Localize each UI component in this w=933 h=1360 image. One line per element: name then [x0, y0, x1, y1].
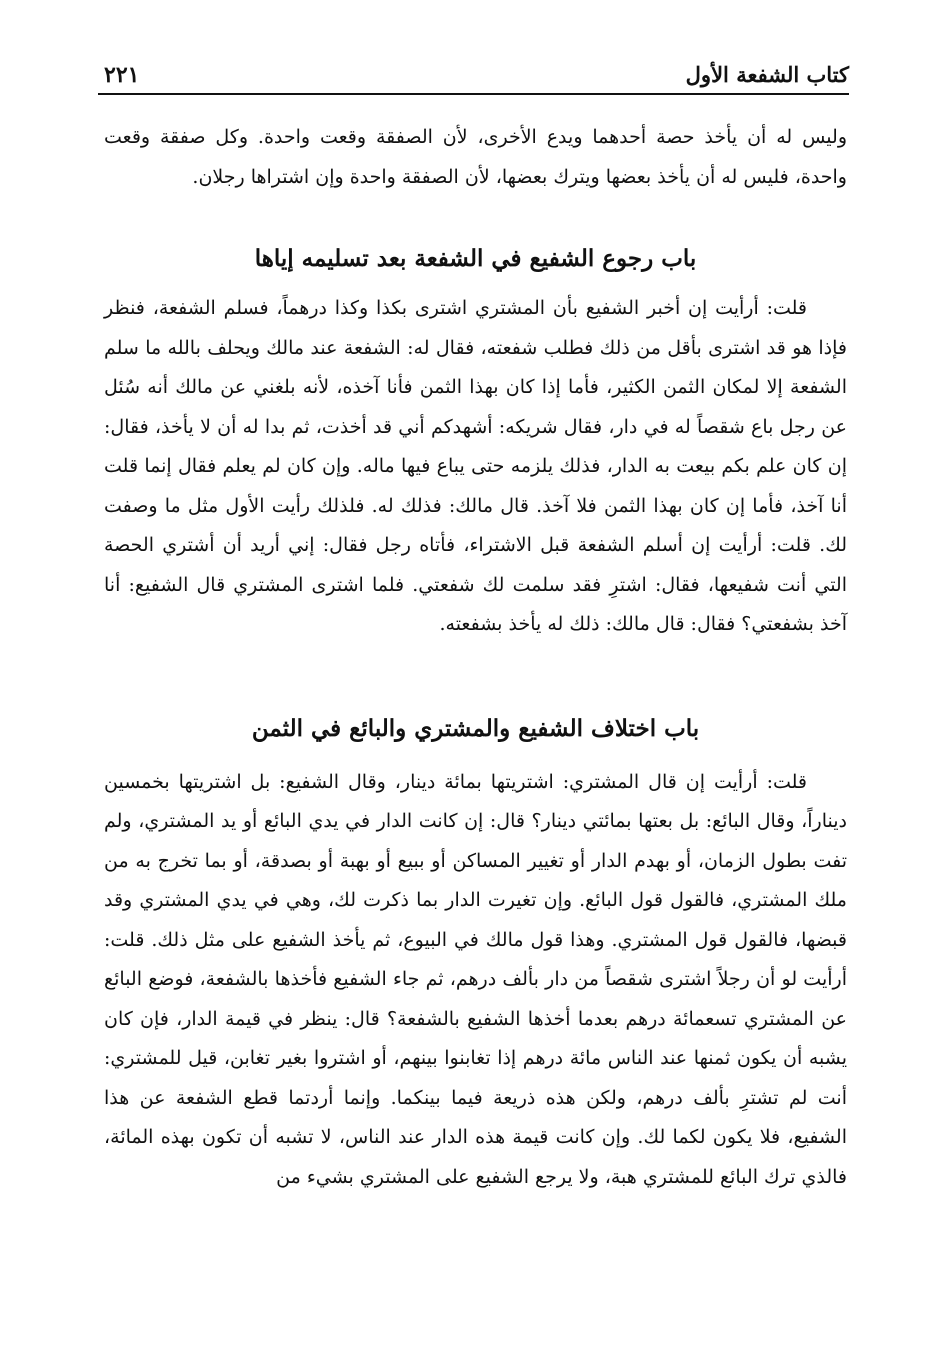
section-paragraph-1: قلت: أرأيت إن أخبر الشفيع بأن المشتري اشترى بكذا وكذا درهماً، فسلم الشفعة، فنظر فإذا هو قد اشترى بأقل من ذلك فطلب شفعته، فقال له: الشفعة عند مالك ويحلف بالله ما سلم الشفعة إلا لمكان الثمن الكثير، فأما إذا كان بهذا الثمن فأنا آخذه، لأنه بلغني عن مالك أنه سُئل عن رجل باع شقصاً له في دار، فقال شريكه: أشهدكم أني قد أخذت، ثم بدا له أن لا يأخذ، فقال: إن كان علم بكم بيعت به الدار، فذلك يلزمه حتى يباع فيها ماله. وإن كان لم يعلم فقال إنما قلت أنا آخذ، فأما إن كان بهذا الثمن فلا آخذ. قال مالك: فذلك له. فلذلك رأيت الأول مثل ما وصفت لك. قلت: أرأيت إن أسلم الشفعة قبل الاشتراء، فأتاه رجل فقال: إني أريد أن أشتري الحصة التي أنت شفيعها، فقال: اشترِ فقد سلمت لك شفعتي. فلما اشترى المشتري قال الشفيع: أنا آخذ بشفعتي؟ فقال: قال مالك: ذلك له يأخذ بشفعته.: [104, 297, 847, 635]
running-header: [98, 56, 849, 90]
section-paragraph-2: قلت: أرأيت إن قال المشتري: اشتريتها بمائة دينار، وقال الشفيع: بل اشتريتها بخمسين ديناراً، وقال البائع: بل بعتها بمائتي دينار؟ قال: إن كانت الدار في يدي البائع أو يد المشتري، ولم تفت بطول الزمان، أو بهدم الدار أو تغيير المساكن أو ببيع أو بهبة أو بصدقة، أو بما تخرج به من ملك المشتري، فالقول قول البائع. وإن تغيرت الدار بما ذكرت لك، وهي في يدي المشتري وقد قبضها، فالقول قول المشتري. وهذا قول مالك في البيوع، ثم يأخذ الشفيع على مثل ذلك. قلت: أرأيت لو أن رجلاً اشترى شقصاً من دار بألف درهم، ثم جاء الشفيع فأخذها بالشفعة، فوضع البائع عن المشتري تسعمائة درهم بعدما أخذها الشفيع بالشفعة؟ قال: ينظر في قيمة الدار، فإن كان يشبه أن يكون ثمنها عند الناس مائة درهم إذا تغابنوا بينهم، أو اشتروا بغير تغابن، قيل للمشتري: أنت لم تشترِ بألف درهم، ولكن هذه ذريعة فيما بينكما. وإنما أردتما قطع الشفعة عن هذا الشفيع، فلا يكون لكما لك. وإن كانت قيمة هذه الدار عند الناس، لا تشبه أن تكون بهذه المائة، فالذي ترك البائع للمشتري هبة، ولا يرجع الشفيع على المشتري بشيء من: [104, 770, 847, 1188]
section-heading-1: باب رجوع الشفيع في الشفعة بعد تسليمه إياها: [254, 245, 697, 272]
page-body: [104, 118, 847, 1197]
page-number: ٢٢١: [104, 62, 140, 88]
header-rule: [98, 93, 849, 95]
running-title: كتاب الشفعة الأول: [685, 62, 849, 87]
intro-paragraph: وليس له أن يأخذ حصة أحدهما ويدع الأخرى، لأن الصفقة وقعت واحدة. وكل صفقة وقعت واحدة، فليس له أن يأخذ بعضها ويترك بعضها، لأن الصفقة واحدة وإن اشتراها رجلان.: [104, 126, 847, 188]
section-heading-2: باب اختلاف الشفيع والمشتري والبائع في الثمن: [251, 714, 700, 742]
